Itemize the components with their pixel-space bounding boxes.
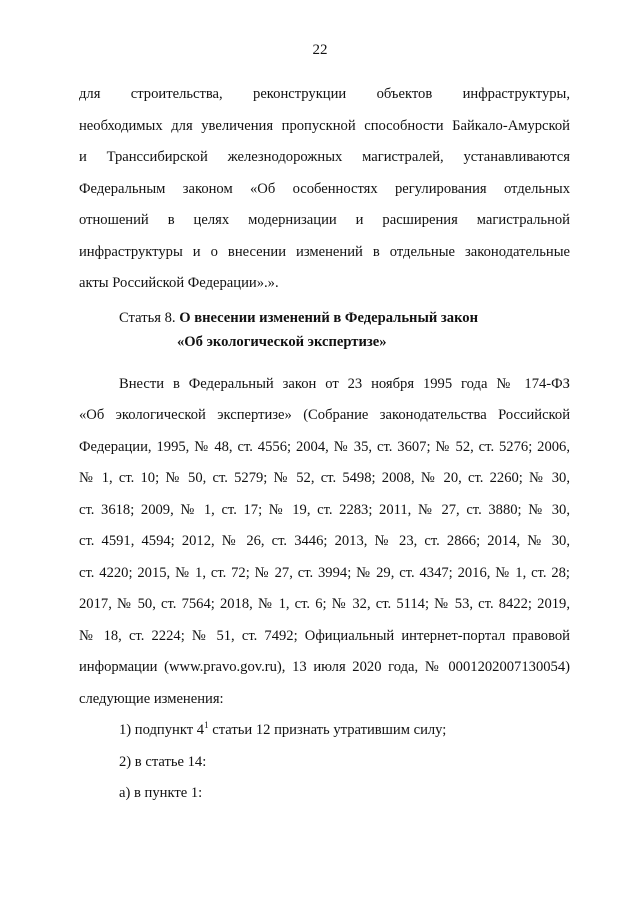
text-line: и Транссибирской железнодорожных магистралей, устанавливаются <box>79 149 570 165</box>
text-line: ст. 4591, 4594; 2012, № 26, ст. 3446; 2013, № 23, ст. 2866; 2014, № 30, <box>79 533 570 549</box>
article-heading <box>79 306 570 330</box>
text-line: следующие изменения: <box>79 690 224 707</box>
text-line: «Об экологической экспертизе» (Собрание законодательства Российской <box>79 407 570 423</box>
article-title-line1: О внесении изменений в Федеральный закон <box>179 309 478 326</box>
list-item-1 <box>79 715 570 747</box>
item1-prefix: 1) подпункт 4 <box>119 722 205 738</box>
text-line: № 18, ст. 2224; № 51, ст. 7492; Официальный интернет-портал правовой <box>79 627 570 644</box>
item1-superscript: 1 <box>204 720 209 731</box>
paragraph-amendments <box>79 369 570 716</box>
text-line: ст. 4220; 2015, № 1, ст. 72; № 27, ст. 3994; № 29, ст. 4347; 2016, № 1, ст. 28; <box>79 564 570 581</box>
document-body <box>79 79 570 810</box>
text-line: Федерации, 1995, № 48, ст. 4556; 2004, № 35, ст. 3607; № 52, ст. 5276; 2006, <box>79 438 570 455</box>
text-line: необходимых для увеличения пропускной способности Байкало-Амурской <box>79 117 570 134</box>
text-line: для строительства, реконструкции объектов инфраструктуры, <box>79 86 570 102</box>
text-line: отношений в целях модернизации и расширения магистральной <box>79 212 570 228</box>
page-number: 22 <box>312 42 328 58</box>
list-item-3: а) в пункте 1: <box>119 785 203 801</box>
list-item-2: 2) в статье 14: <box>119 753 207 770</box>
text-line: инфраструктуры и о внесении изменений в отдельные законодательные <box>79 243 570 260</box>
text-line: Федеральным законом «Об особенностях регулирования отдельных <box>79 180 570 197</box>
text-line: информации (www.pravo.gov.ru), 13 июля 2020 года, № 0001202007130054) <box>79 659 570 675</box>
text-line: 2017, № 50, ст. 7564; 2018, № 1, ст. 6; № 32, ст. 5114; № 53, ст. 8422; 2019, <box>79 596 570 612</box>
article-title-line2: «Об экологической экспертизе» <box>177 333 387 350</box>
paragraph-continuation <box>79 79 570 300</box>
text-line: Внести в Федеральный закон от 23 ноября 1995 года № 174-ФЗ <box>119 375 570 392</box>
article-label: Статья 8. <box>119 309 176 326</box>
text-line: № 1, ст. 10; № 50, ст. 5279; № 52, ст. 5498; 2008, № 20, ст. 2260; № 30, <box>79 470 570 486</box>
item1-suffix: статьи 12 признать утратившим силу; <box>208 722 447 738</box>
text-line: акты Российской Федерации».». <box>79 275 279 291</box>
text-line: ст. 3618; 2009, № 1, ст. 17; № 19, ст. 2283; 2011, № 27, ст. 3880; № 30, <box>79 501 570 518</box>
